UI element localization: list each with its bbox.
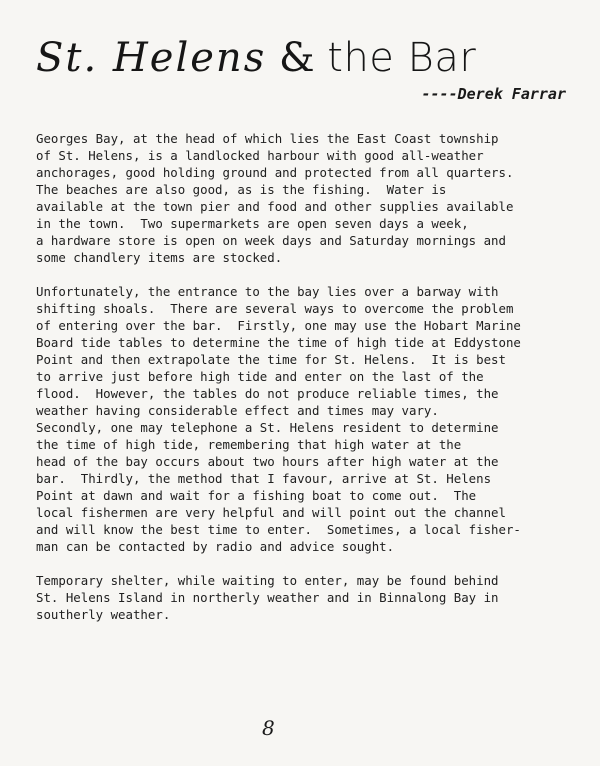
- text-line: southerly weather.: [36, 607, 171, 622]
- paragraph: [36, 572, 581, 623]
- text-line: flood. However, the tables do not produce reliable times, the: [36, 386, 499, 401]
- text-line: Unfortunately, the entrance to the bay lies over a barway with: [36, 284, 499, 299]
- author-byline: ----Derek Farrar: [421, 85, 566, 103]
- text-line: shifting shoals. There are several ways to overcome the problem: [36, 301, 514, 316]
- text-line: and will know the best time to enter. Sometimes, a local fisher-: [36, 522, 521, 537]
- title-plain-part: the Bar: [327, 35, 477, 81]
- paragraph-gap: [36, 266, 581, 283]
- text-line: Temporary shelter, while waiting to enter, may be found behind: [36, 573, 499, 588]
- text-line: The beaches are also good, as is the fishing. Water is: [36, 182, 447, 197]
- text-line: local fishermen are very helpful and will point out the channel: [36, 505, 506, 520]
- text-line: to arrive just before high tide and enter on the last of the: [36, 369, 484, 384]
- article-body: [36, 130, 581, 623]
- text-line: weather having considerable effect and times may vary.: [36, 403, 439, 418]
- text-line: man can be contacted by radio and advice sought.: [36, 539, 395, 554]
- page-number: 8: [262, 716, 275, 740]
- text-line: available at the town pier and food and other supplies available: [36, 199, 514, 214]
- text-line: of entering over the bar. Firstly, one may use the Hobart Marine: [36, 318, 521, 333]
- text-line: some chandlery items are stocked.: [36, 250, 283, 265]
- text-line: a hardware store is open on week days and Saturday mornings and: [36, 233, 506, 248]
- text-line: head of the bay occurs about two hours after high water at the: [36, 454, 499, 469]
- title-script-part: St. Helens: [36, 35, 267, 81]
- text-line: anchorages, good holding ground and protected from all quarters.: [36, 165, 514, 180]
- text-line: the time of high tide, remembering that high water at the: [36, 437, 462, 452]
- text-line: Point at dawn and wait for a fishing boat to come out. The: [36, 488, 477, 503]
- text-line: St. Helens Island in northerly weather and in Binnalong Bay in: [36, 590, 499, 605]
- paragraph: [36, 283, 581, 555]
- text-line: Board tide tables to determine the time of high tide at Eddystone: [36, 335, 521, 350]
- page-title: [36, 34, 476, 82]
- text-line: in the town. Two supermarkets are open seven days a week,: [36, 216, 469, 231]
- text-line: bar. Thirdly, the method that I favour, arrive at St. Helens: [36, 471, 492, 486]
- text-line: of St. Helens, is a landlocked harbour with good all-weather: [36, 148, 484, 163]
- text-line: Secondly, one may telephone a St. Helens resident to determine: [36, 420, 499, 435]
- title-ampersand: &: [278, 35, 315, 81]
- paragraph: [36, 130, 581, 266]
- text-line: Point and then extrapolate the time for St. Helens. It is best: [36, 352, 506, 367]
- paragraph-gap: [36, 555, 581, 572]
- text-line: Georges Bay, at the head of which lies the East Coast township: [36, 131, 499, 146]
